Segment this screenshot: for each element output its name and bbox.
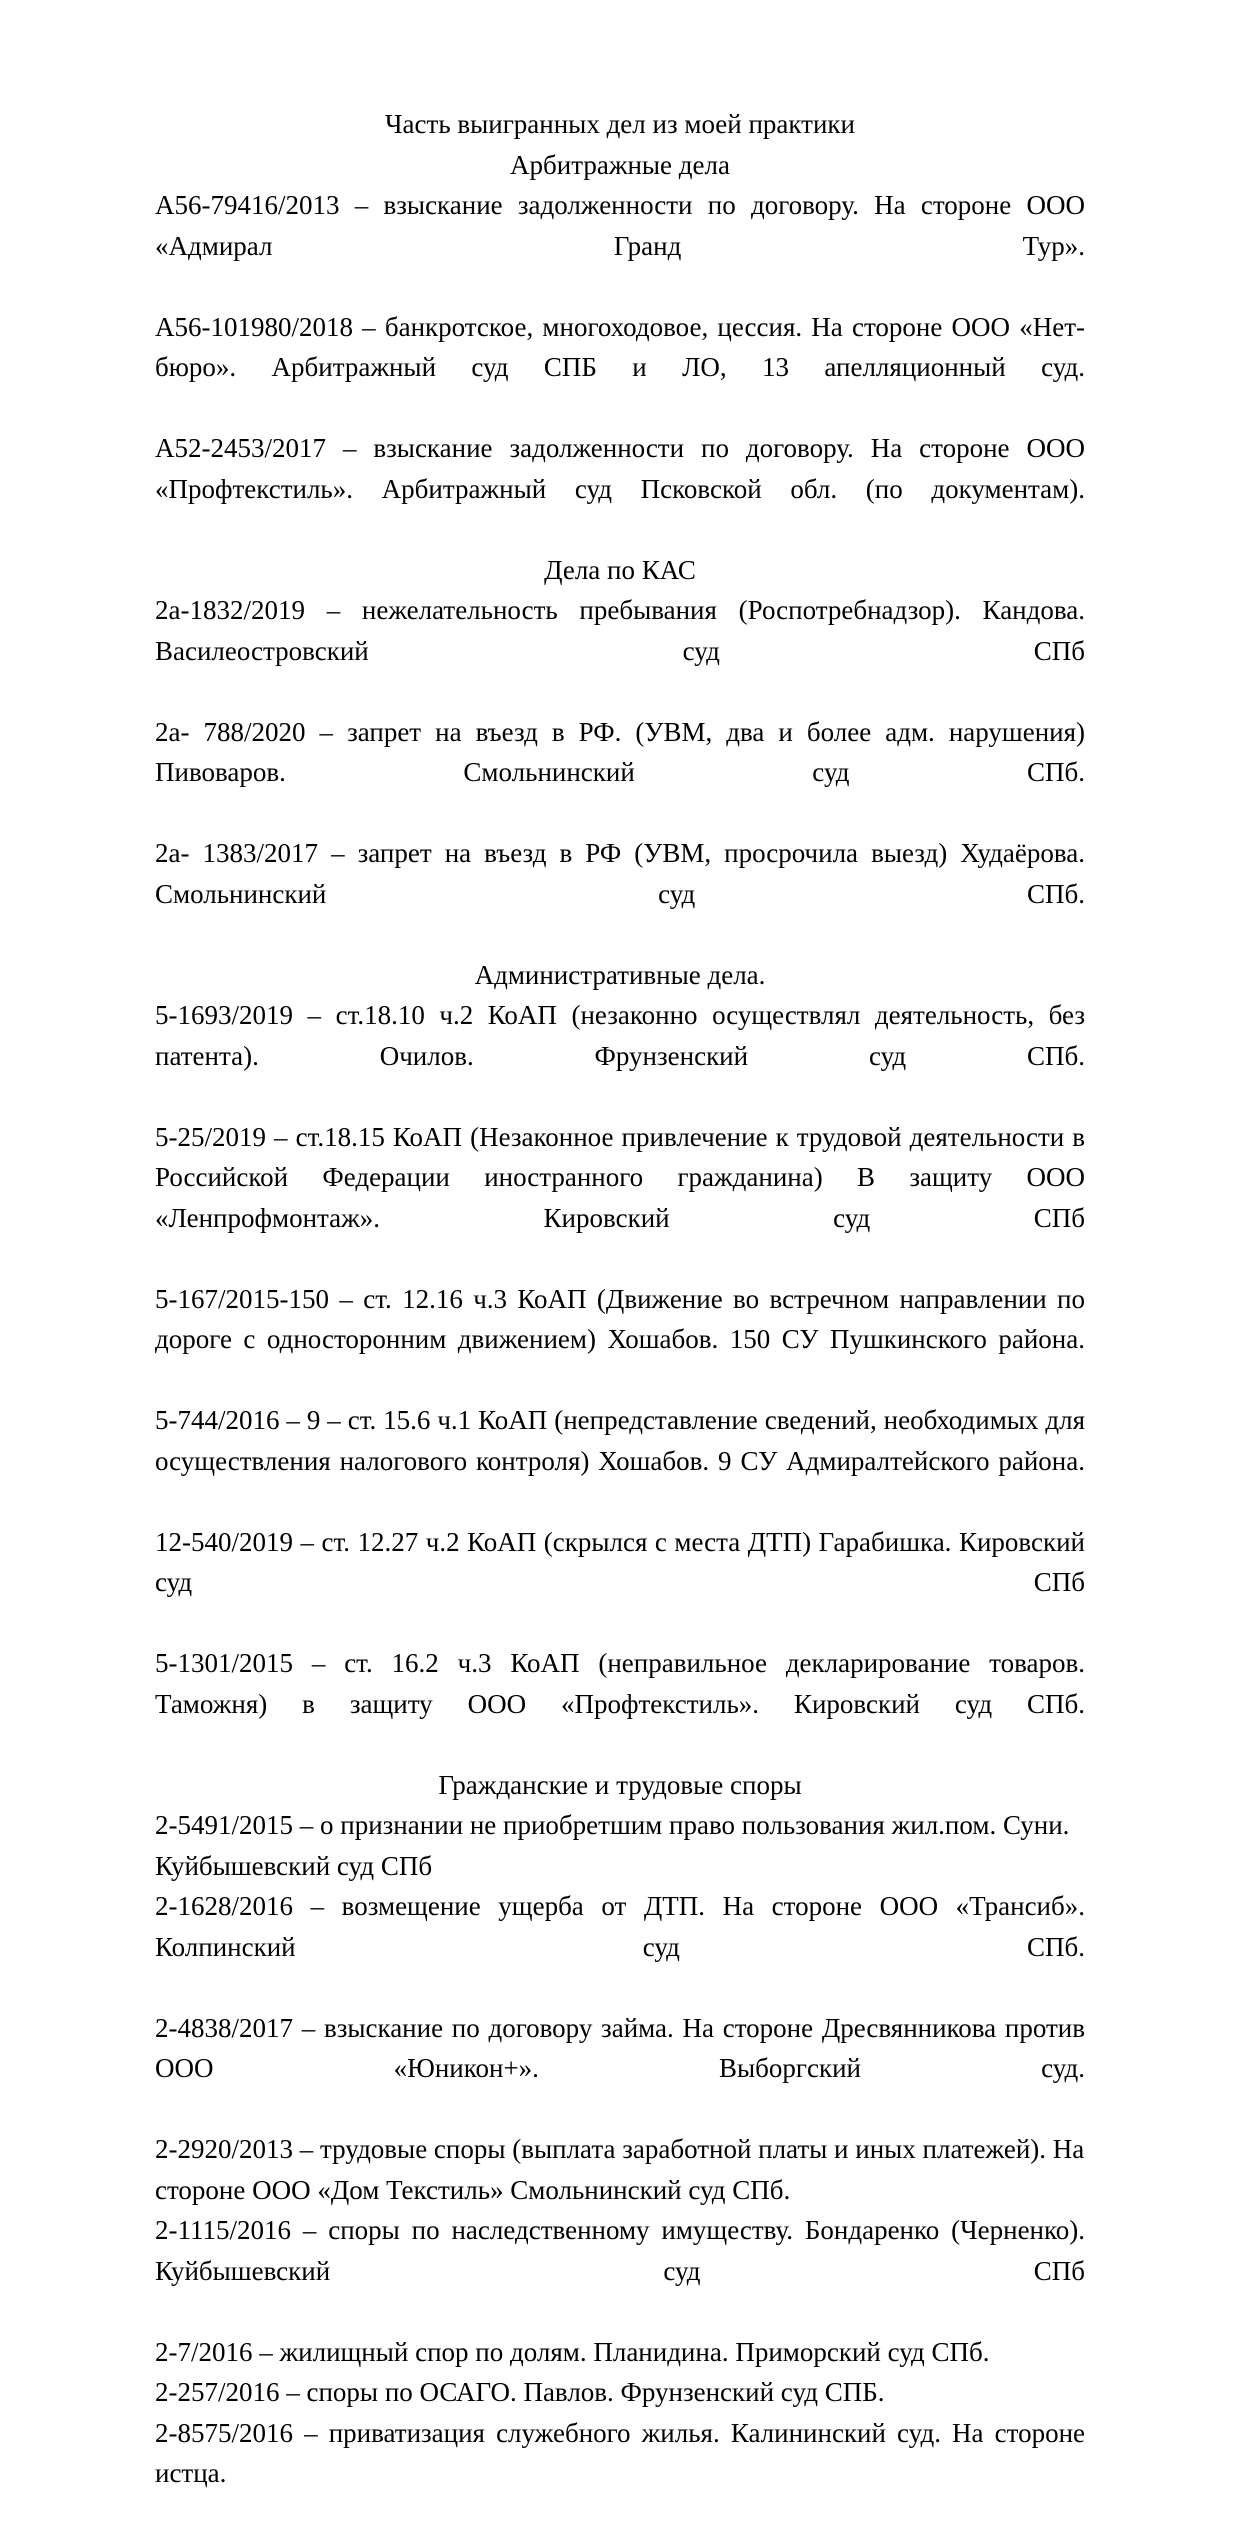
case-entry: А52-2453/2017 – взыскание задолженности по договору. На стороне ООО «Профтекстиль». Арбитражный суд Псковской обл. (по документам). bbox=[155, 428, 1085, 550]
case-entry: 5-744/2016 – 9 – ст. 15.6 ч.1 КоАП (непредставление сведений, необходимых для осуществления налогового контроля) Хошабов. 9 СУ Адмиралтейского района. bbox=[155, 1400, 1085, 1522]
case-entry: 2-1115/2016 – споры по наследственному имуществу. Бондаренко (Черненко). Куйбышевский суд СПб bbox=[155, 2210, 1085, 2332]
case-entry: А56-79416/2013 – взыскание задолженности по договору. На стороне ООО «Адмирал Гранд Тур». bbox=[155, 185, 1085, 307]
case-entry: 2а- 788/2020 – запрет на въезд в РФ. (УВМ, два и более адм. нарушения) Пивоваров. Смольнинский суд СПб. bbox=[155, 712, 1085, 834]
case-entry: 2а-1832/2019 – нежелательность пребывания (Роспотребнадзор). Кандова. Василеостровский суд СПб bbox=[155, 590, 1085, 712]
section-heading: Арбитражные дела bbox=[155, 145, 1085, 186]
case-entry: 2-5491/2015 – о признании не приобретшим право пользования жил.пом. Суни. Куйбышевский суд СПб bbox=[155, 1805, 1085, 1886]
document-body bbox=[155, 104, 1085, 2534]
case-entry: 2-1628/2016 – возмещение ущерба от ДТП. На стороне ООО «Трансиб». Колпинский суд СПб. bbox=[155, 1886, 1085, 2008]
document-title: Часть выигранных дел из моей практики bbox=[155, 104, 1085, 145]
case-entry: 2а- 1383/2017 – запрет на въезд в РФ (УВМ, просрочила выезд) Худаёрова. Смольнинский суд СПб. bbox=[155, 833, 1085, 955]
case-entry: 12-540/2019 – ст. 12.27 ч.2 КоАП (скрылся с места ДТП) Гарабишка. Кировский суд СПб bbox=[155, 1522, 1085, 1644]
case-entry: 2-4838/2017 – взыскание по договору займа. На стороне Дресвянникова против ООО «Юникон+». Выборгский суд. bbox=[155, 2008, 1085, 2130]
case-entry: 5-25/2019 – ст.18.15 КоАП (Незаконное привлечение к трудовой деятельности в Российской Федерации иностранного гражданина) В защиту ООО «Ленпрофмонтаж». Кировский суд СПб bbox=[155, 1117, 1085, 1279]
document-sections bbox=[155, 145, 1085, 2534]
case-entry: 2-8575/2016 – приватизация служебного жилья. Калининский суд. На стороне истца. bbox=[155, 2413, 1085, 2534]
section-heading: Дела по КАС bbox=[155, 550, 1085, 591]
case-entry: 5-167/2015-150 – ст. 12.16 ч.3 КоАП (Движение во встречном направлении по дороге с односторонним движением) Хошабов. 150 СУ Пушкинского района. bbox=[155, 1279, 1085, 1401]
section-heading: Административные дела. bbox=[155, 955, 1085, 996]
case-entry: 2-7/2016 – жилищный спор по долям. Планидина. Приморский суд СПб. bbox=[155, 2332, 1085, 2373]
case-entry: 5-1301/2015 – ст. 16.2 ч.3 КоАП (неправильное декларирование товаров. Таможня) в защиту ООО «Профтекстиль». Кировский суд СПб. bbox=[155, 1643, 1085, 1765]
case-entry: 2-257/2016 – споры по ОСАГО. Павлов. Фрунзенский суд СПБ. bbox=[155, 2372, 1085, 2413]
case-entry: А56-101980/2018 – банкротское, многоходовое, цессия. На стороне ООО «Нет- бюро». Арбитражный суд СПБ и ЛО, 13 апелляционный суд. bbox=[155, 307, 1085, 429]
case-entry: 2-2920/2013 – трудовые споры (выплата заработной платы и иных платежей). На стороне ООО «Дом Текстиль» Смольнинский суд СПб. bbox=[155, 2129, 1085, 2210]
case-entry: 5-1693/2019 – ст.18.10 ч.2 КоАП (незаконно осуществлял деятельность, без патента). Очилов. Фрунзенский суд СПб. bbox=[155, 995, 1085, 1117]
section-heading: Гражданские и трудовые споры bbox=[155, 1765, 1085, 1806]
